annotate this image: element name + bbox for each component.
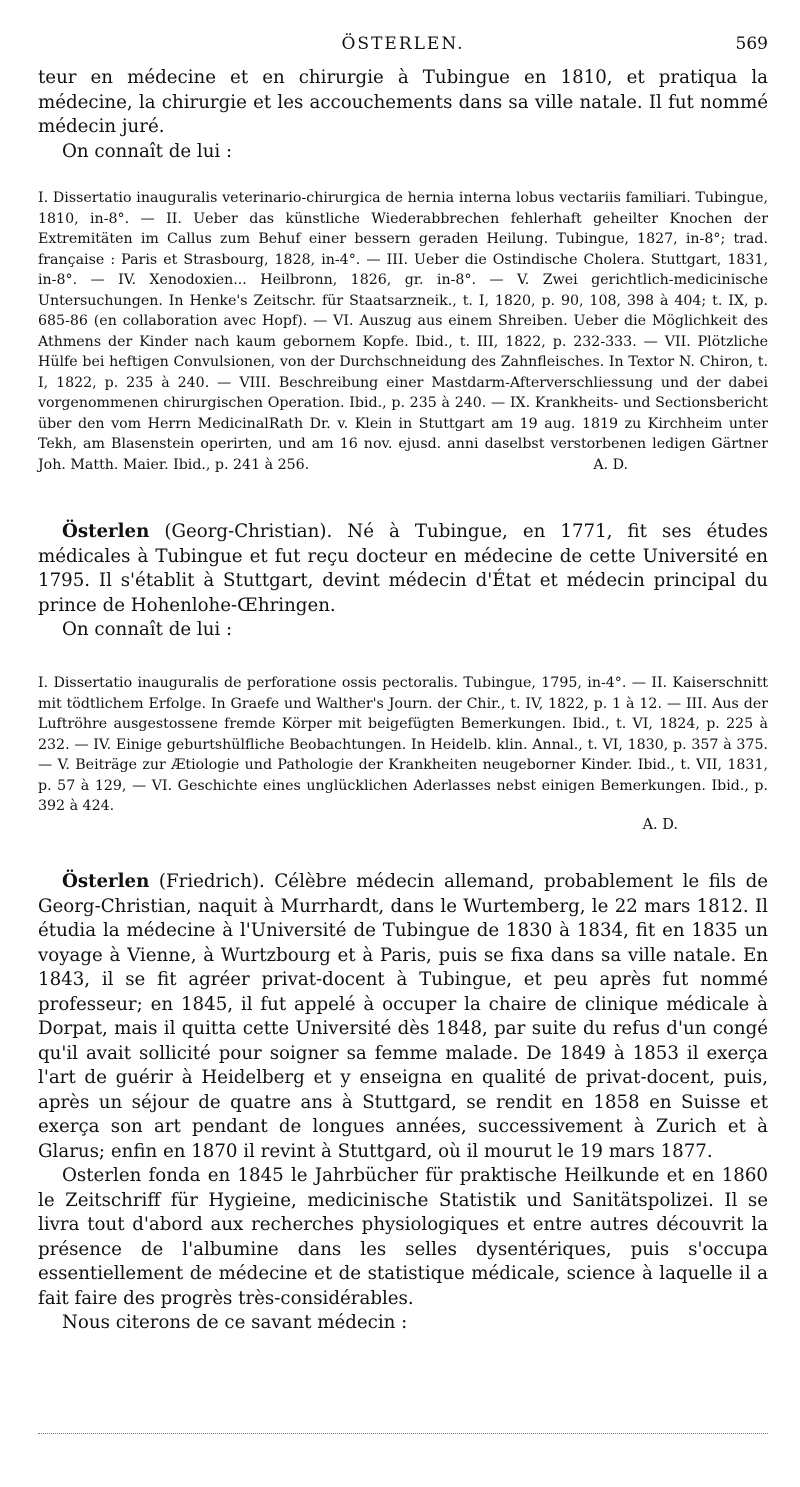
bibliography-entries: I. Dissertatio inauguralis veterinario-chirurgica de hernia interna lobus vectariis familiari. Tubingue, 1810, in-8°. — II. Ueber das künstliche Wiederabbrechen fehlerhaft geheilter Knochen der Extremitäten im Callus zum Behuf einer bessern geraden Heilung. Tubingue, 1827, in-8°; trad. française : Paris et Strasbourg, 1828, in-4°. — III. Ueber die Ostindische Cholera. Stuttgart, 1831, in-8°. — IV. Xenodoxien... Heilbronn, 1826, gr. in-8°. — V. Zwei gerichtlich-medicinische Untersuchungen. In Henke's Zeitschr. für Staatsarzneik., t. I, 1820, p. 90, 108, 398 à 404; t. IX, p. 685-86 (en collaboration avec Hopf). — VI. Auszug aus einem Shreiben. Ueber die Möglichkeit des Athmens der Kinder nach kaum gebornem Kopfe. Ibid., t. III, 1822, p. 232-333. — VII. Plötzliche Hülfe bei heftigen Convulsionen, von der Durchschneidung des Zahnfleisches. In Textor N. Chiron, t. I, 1822, p. 235 à 240. — VIII. Beschreibung einer Mastdarm-Afterverschliessung und der dabei vorgenommenen chirurgischen Operation. Ibid., p. 235 à 240. — IX. Krankheits- und Sectionsbericht über den vom Herrn MedicinalRath Dr. v. Klein in Stuttgart am 19 aug. 1819 zu Kirchheim unter Tekh, am Blasenstein operirten, und am 16 nov. ejusd. anni daselbst verstorbenen ledigen Gärtner Joh. Matth. Maier. Ibid., p. 241 à 256. [38, 190, 768, 473]
page-number: 569 [735, 34, 768, 54]
works-list [38, 673, 768, 833]
entry-georg-christian [38, 520, 768, 643]
bibliography-entries: I. Dissertatio inauguralis de perforatione ossis pectoralis. Tubingue, 1795, in-4°. — II. Kaiserschnitt mit tödtlichem Erfolge. In Graefe und Walther's Journ. der Chir., t. IV, 1822, p. 1 à 12. — III. Aus der Luftröhre ausgestossene fremde Körper mit beigefügten Bemerkungen. Ibid., t. VI, 1824, p. 225 à 232. — IV. Einige geburtshülfliche Beobachtungen. In Heidelb. klin. Annal., t. VI, 1830, p. 357 à 375. — V. Beiträge zur Ætiologie und Pathologie der Krankheiten neugeborner Kinder. Ibid., t. VII, 1831, p. 57 à 129, — VI. Geschichte eines unglücklichen Aderlasses nebst einigen Bemerkungen. Ibid., p. 392 à 424. [38, 675, 768, 814]
entry-friedrich [38, 870, 768, 1336]
entry-text: Célèbre médecin allemand, probablement le fils de Georg-Christian, naquit à Murrhardt, dans le Wurtemberg, le 22 mars 1812. Il étudia la médecine à l'Université de Tubingue de 1830 à 1834, fit en 1835 un voyage à Vienne, à Wurtzbourg et à Paris, puis se fixa dans sa ville natale. En 1843, il se fit agréer privat-docent à Tubingue, et peu après fut nommé professeur; en 1845, il fut appelé à occuper la chaire de clinique médicale à Dorpat, mais il quitta cette Université dès 1848, par suite du refus d'un congé qu'il avait sollicité pour soigner sa femme malade. De 1849 à 1853 il exerça l'art de guérir à Heidelberg et y enseigna en qualité de privat-docent, puis, après un séjour de quatre ans à Stuttgard, se rendit en 1858 en Suisse et exerça son art pendant de longues années, successivement à Zurich et à Glarus; enfin en 1870 il revint à Stuttgard, où il mourut le 19 mars 1877. [38, 871, 768, 1162]
bibliography-text [38, 188, 768, 475]
paragraph: teur en médecine et en chirurgie à Tubingue en 1810, et pratiqua la médecine, la chirurgie et les accouchements dans sa ville natale. Il fut nommé médecin juré. [38, 67, 768, 137]
works-intro: On connaît de lui : [62, 619, 233, 640]
author-signature: A. D. [642, 816, 678, 833]
page-header [38, 34, 768, 60]
paragraph [38, 520, 768, 618]
footer-rule [38, 1433, 768, 1434]
entry-text: Né à Tubingue, en 1771, fit ses études médicales à Tubingue et fut reçu docteur en médecine de cette Université en 1795. Il s'établit à Stuttgart, devint médecin d'État et médecin principal du prince de Hohenlohe-Œhringen. [38, 521, 768, 616]
running-head: ÖSTERLEN. [341, 34, 465, 54]
entry-headword: Österlen [62, 871, 150, 892]
paragraph: Nous citerons de ce savant médecin : [62, 1312, 408, 1333]
paragraph: Osterlen fonda en 1845 le Jahrbücher für praktische Heilkunde et en 1860 le Zeitschriff für Hygieine, medicinische Statistik und Sanitätspolizei. Il se livra tout d'abord aux recherches physiologiques et entre autres découvrit la présence de l'albumine dans les selles dysentériques, puis s'occupa essentiellement de médecine et de statistique médicale, science à laquelle il a fait faire des progrès très-considérables. [38, 1165, 768, 1309]
entry-given-name: (Friedrich). [158, 871, 265, 892]
author-signature: A. D. [593, 456, 628, 473]
entry-continuation [38, 66, 768, 164]
entry-headword: Österlen [62, 521, 150, 542]
entry-given-name: (Georg-Christian). [164, 521, 333, 542]
works-list [38, 188, 768, 475]
works-intro: On connaît de lui : [62, 140, 233, 162]
paragraph [38, 870, 768, 1164]
